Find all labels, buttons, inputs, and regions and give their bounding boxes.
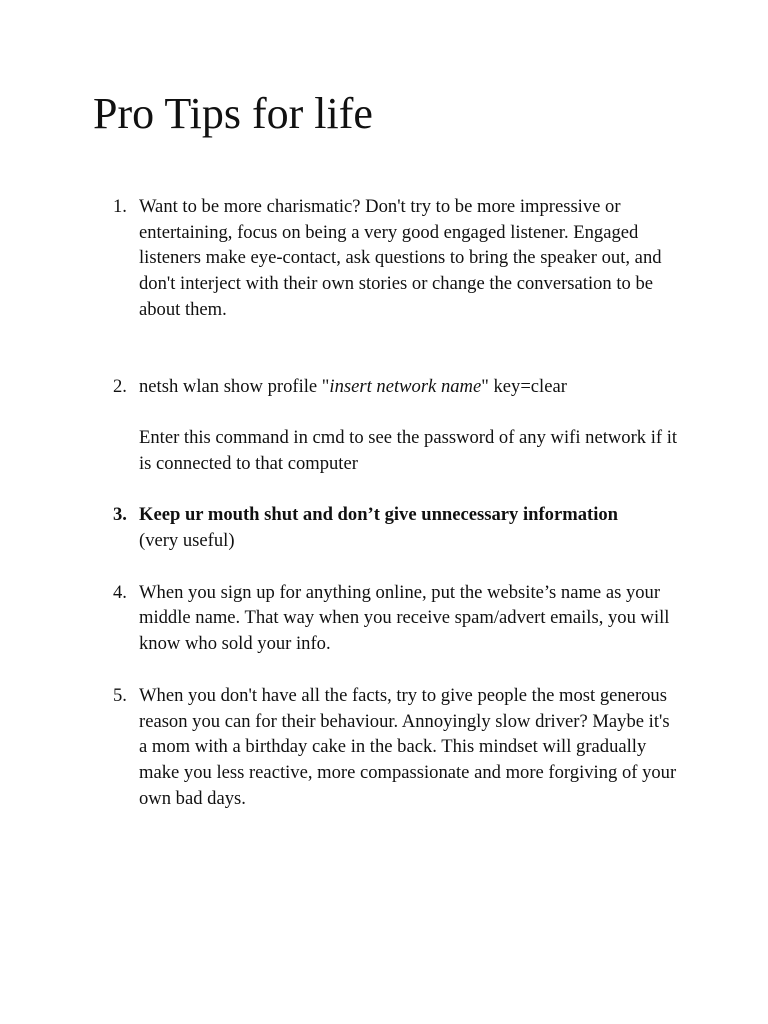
tip-bold-text-3: Keep ur mouth shut and don’t give unnecessary information xyxy=(139,504,619,526)
tip-number-4: 4. xyxy=(113,581,127,603)
tip-item-5 xyxy=(0,683,679,812)
tip-command xyxy=(139,374,679,400)
tip-number-5: 5. xyxy=(113,684,127,706)
tip-item-2 xyxy=(0,374,679,477)
tip-number-2: 2. xyxy=(113,375,127,397)
tip-item-1 xyxy=(0,194,679,323)
command-prefix: netsh wlan show profile " xyxy=(139,375,330,397)
command-placeholder: insert network name xyxy=(329,375,482,397)
tip-item-3 xyxy=(0,502,679,553)
command-suffix: " key=clear xyxy=(481,375,567,397)
tips-list xyxy=(0,194,768,811)
tip-number-3: 3. xyxy=(113,504,127,526)
tip-text-5: When you don't have all the facts, try to give people the most generous reason you can for their behaviour. Annoyingly slow driver? Maybe it's a mom with a birthday cake in the back. This mindset will gradually make you less reactive, more compassionate and more forgiving of your own bad days. xyxy=(139,684,677,809)
tip-text-3: (very useful) xyxy=(139,530,235,552)
tip-command-note: Enter this command in cmd to see the password of any wifi network if it is connected to that computer xyxy=(139,426,678,474)
tip-item-4 xyxy=(0,580,679,657)
page-title: Pro Tips for life xyxy=(93,89,373,138)
tip-text-1: Want to be more charismatic? Don't try to be more impressive or entertaining, focus on being a very good engaged listener. Engaged listeners make eye-contact, ask questions to bring the speaker out, and don't interject with their own stories or change the conversation to be about them. xyxy=(139,196,662,320)
tip-number-1: 1. xyxy=(113,196,127,217)
tip-text-4: When you sign up for anything online, put the website’s name as your middle name. That way when you receive spam/advert emails, you will know who sold your info. xyxy=(139,581,670,655)
